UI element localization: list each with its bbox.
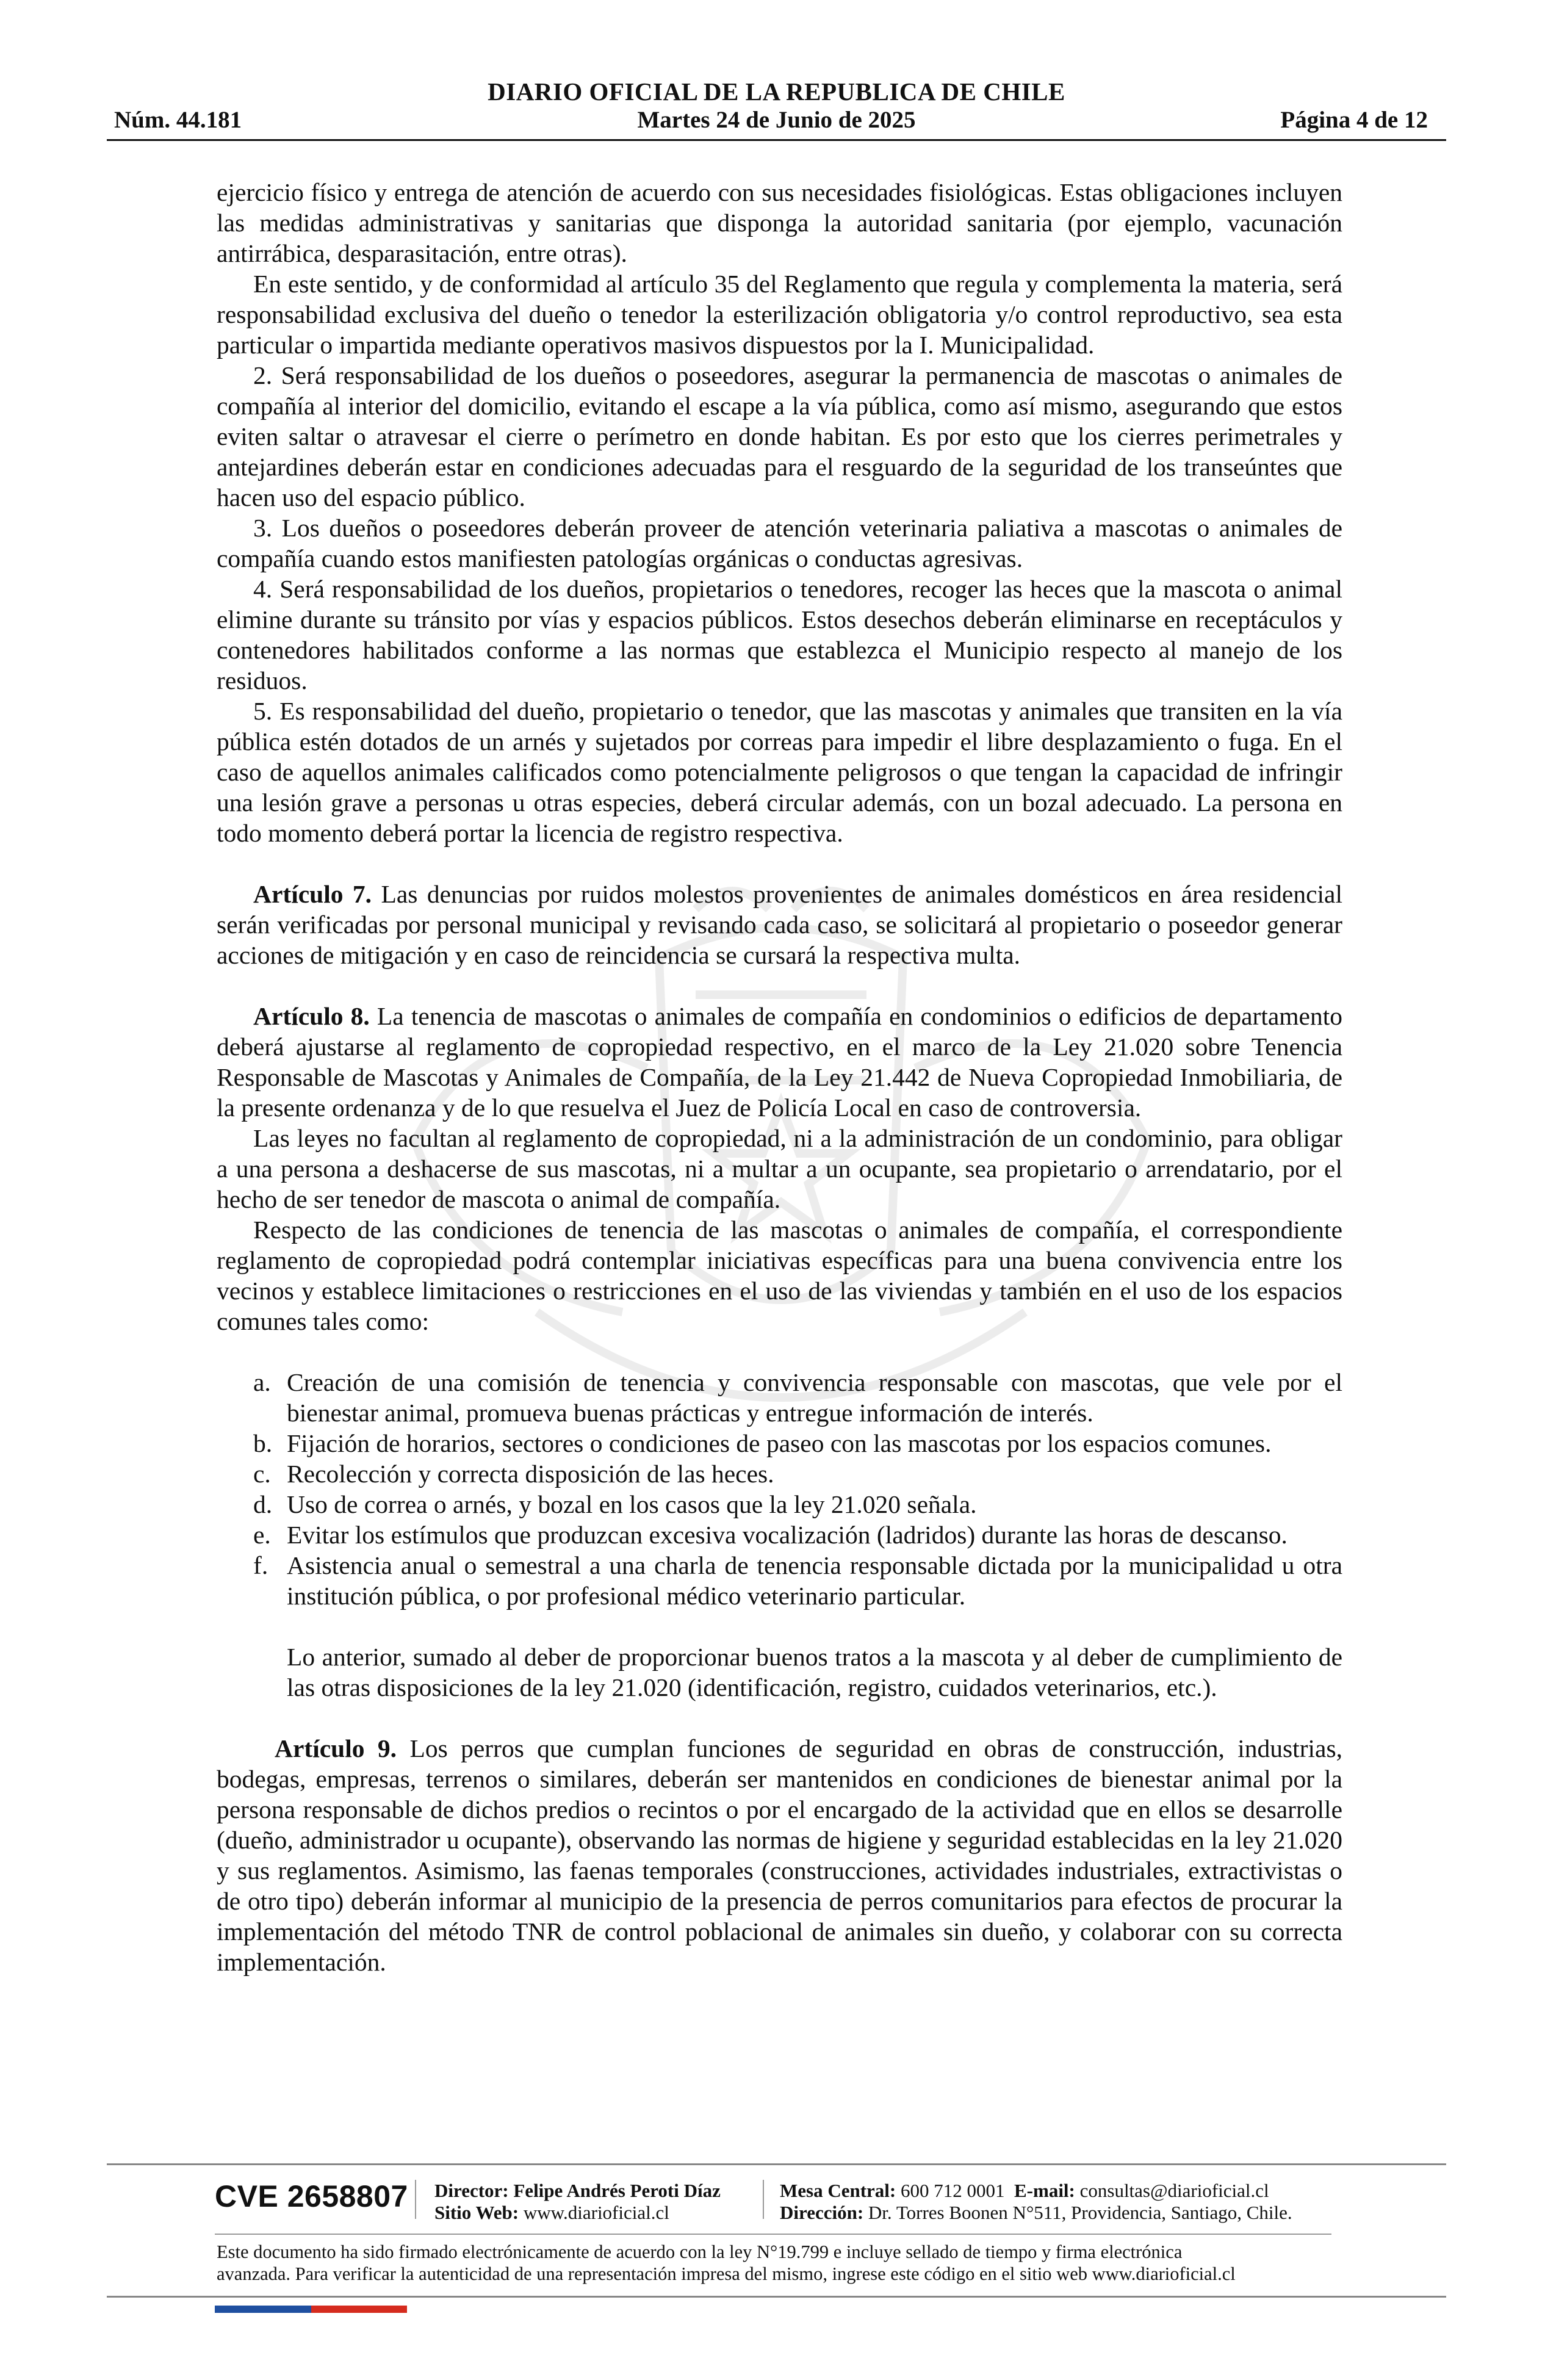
address-line: [780, 2202, 1292, 2224]
phone-value: 600 712 0001: [901, 2180, 1005, 2201]
address-value: Dr. Torres Boonen N°511, Providencia, Santiago, Chile.: [868, 2202, 1292, 2223]
address-label: Dirección:: [780, 2202, 864, 2223]
paragraph: 3. Los dueños o poseedores deberán proveer de atención veterinaria paliativa a mascotas o animales de compañía cuando estos manifiesten patologías orgánicas o conductas agresivas.: [217, 514, 1342, 572]
list-item-text: Creación de una comisión de tenencia y convivencia responsable con mascotas, que vele por el bienestar animal, promueva buenas prácticas y entregue información de interés.: [287, 1368, 1342, 1427]
article-8-text: La tenencia de mascotas o animales de compañía en condominios o edificios de departamento deberá ajustarse al reglamento de copropiedad respectivo, en el marco de la Ley 21.020 sobre Tenencia Responsable de Mascotas y Animales de Compañía, de la Ley 21.442 de Nueva Copropiedad Inmobiliaria, de la presente ordenanza y de lo que resuelva el Juez de Policía Local en caso de controversia.: [217, 1002, 1342, 1122]
list-item-letter: d.: [253, 1490, 273, 1518]
paragraph: ejercicio físico y entrega de atención de acuerdo con sus necesidades fisiológicas. Estas obligaciones incluyen las medidas administrativas y sanitarias que disponga la autoridad sanitaria (por ejemplo, vacunación antirrábica, desparasitación, entre otras).: [217, 178, 1342, 267]
list-item-text: Fijación de horarios, sectores o condiciones de paseo con las mascotas por los espacios comunes.: [287, 1429, 1272, 1457]
list-item: [253, 1367, 1342, 1428]
paragraph: 4. Será responsabilidad de los dueños, propietarios o tenedores, recoger las heces que la mascota o animal elimine durante su tránsito por vías y espacios públicos. Estos desechos deberán eliminarse en receptáculos y contenedores habilitados conforme a las normas que establezca el Municipio respecto al manejo de los residuos.: [217, 575, 1342, 694]
header-divider: [107, 139, 1446, 141]
article-9: [217, 1733, 1342, 1977]
article-9-heading: Artículo 9.: [275, 1734, 397, 1762]
footer-divider: [107, 2163, 1446, 2165]
list-item-letter: e.: [253, 1521, 271, 1549]
contact-line: [780, 2180, 1292, 2202]
paragraph: Respecto de las condiciones de tenencia de las mascotas o animales de compañía, el correspondiente reglamento de copropiedad podrá contemplar iniciativas específicas para una buena convivencia entre los vecinos y establece limitaciones o restricciones en el uso de las viviendas y también en el uso de los espacios comunes tales como:: [217, 1216, 1342, 1335]
footer-contact-block: [780, 2180, 1292, 2224]
director-label: Director:: [434, 2180, 509, 2201]
email-label: E-mail:: [1014, 2180, 1075, 2201]
page-header: [107, 72, 1446, 148]
document-body: [217, 177, 1342, 1977]
paragraph: Las leyes no facultan al reglamento de copropiedad, ni a la administración de un condominio, para obligar a una persona a deshacerse de sus mascotas, ni a multar a un ocupante, sea propietario o arrendatario, por el hecho de ser tenedor de mascota o animal de compañía.: [217, 1124, 1342, 1213]
flag-stripe-blue: [215, 2306, 311, 2313]
list-item: [253, 1459, 1342, 1489]
list-item-text: Asistencia anual o semestral a una charla de tenencia responsable dictada por la municipalidad u otra institución pública, o por profesional médico veterinario particular.: [287, 1551, 1342, 1610]
legal-line: Este documento ha sido firmado electrónicamente de acuerdo con la ley N°19.799 e incluye sellado de tiempo y firma electrónica: [217, 2241, 1183, 2262]
footer-director-block: [434, 2180, 721, 2224]
list-item-letter: b.: [253, 1429, 273, 1457]
paragraph: 5. Es responsabilidad del dueño, propietario o tenedor, que las mascotas y animales que transiten en la vía pública estén dotados de un arnés y sujetados por correas para impedir el libre desplazamiento o fuga. En el caso de aquellos animales calificados como potencialmente peligrosos o que tengan la capacidad de infringir una lesión grave a personas u otras especies, deberá circular además, con un bozal adecuado. La persona en todo momento deberá portar la licencia de registro respectiva.: [217, 697, 1342, 847]
article-9-text: Los perros que cumplan funciones de seguridad en obras de construcción, industrias, bodegas, empresas, terrenos o similares, deberán ser mantenidos en condiciones de bienestar animal por la persona responsable de dichos predios o recintos o por el encargado de la actividad que en ellos se desarrolle (dueño, administrador u ocupante), observando las normas de higiene y seguridad establecidas en la ley 21.020 y sus reglamentos. Asimismo, las faenas temporales (construcciones, actividades industriales, extractivistas o de otro tipo) deberán informar al municipio de la presencia de perros comunitarios para efectos de procurar la implementación del método TNR de control poblacional de animales sin dueño, y colaborar con su correcta implementación.: [217, 1734, 1342, 1976]
legal-notice: [217, 2241, 1333, 2285]
flag-stripe: [215, 2306, 407, 2313]
website-link[interactable]: www.diarioficial.cl: [523, 2202, 669, 2223]
paragraph: 2. Será responsabilidad de los dueños o poseedores, asegurar la permanencia de mascotas o animales de compañía al interior del domicilio, evitando el escape a la vía pública, como así mismo, asegurando que estos eviten saltar o atravesar el cierre o perímetro en donde habitan. Es por esto que los cierres perimetrales y antejardines deberán estar en condiciones adecuadas para el resguardo de la seguridad de los transeúntes que hacen uso del espacio público.: [217, 361, 1342, 511]
list-item-letter: a.: [253, 1368, 271, 1396]
cve-code: CVE 2658807: [215, 2179, 408, 2213]
list-item: [253, 1520, 1342, 1550]
publication-date: Martes 24 de Junio de 2025: [637, 107, 916, 133]
publication-title: DIARIO OFICIAL DE LA REPUBLICA DE CHILE: [488, 78, 1065, 106]
phone-label: Mesa Central:: [780, 2180, 896, 2201]
list-item-letter: c.: [253, 1460, 271, 1488]
list-item: [253, 1489, 1342, 1520]
email-link[interactable]: consultas@diarioficial.cl: [1079, 2180, 1269, 2201]
article-8-heading: Artículo 8.: [253, 1002, 370, 1030]
page-indicator: Página 4 de 12: [1280, 107, 1428, 133]
footer-separator: [763, 2180, 764, 2219]
article-8: [217, 1001, 1342, 1123]
article-7-heading: Artículo 7.: [253, 880, 372, 908]
footer-divider: [215, 2234, 1331, 2235]
article-7-text: Las denuncias por ruidos molestos provenientes de animales domésticos en área residencial serán verificadas por personal municipal y revisando cada caso, se solicitará al propietario o poseedor generar acciones de mitigación y en caso de reincidencia se cursará la respectiva multa.: [217, 880, 1342, 969]
footer-divider: [107, 2296, 1446, 2298]
closing-paragraph: Lo anterior, sumado al deber de proporcionar buenos tratos a la mascota y al deber de cumplimiento de las otras disposiciones de la ley 21.020 (identificación, registro, cuidados veterinarios, etc.).: [287, 1643, 1342, 1701]
list-item-letter: f.: [253, 1551, 268, 1579]
legal-line: avanzada. Para verificar la autenticidad de una representación impresa del mismo, ingrese este código en el sitio web www.diarioficial.cl: [217, 2263, 1236, 2284]
website-label: Sitio Web:: [434, 2202, 519, 2223]
list-item-text: Uso de correa o arnés, y bozal en los casos que la ley 21.020 señala.: [287, 1490, 977, 1518]
conditions-list: [217, 1367, 1342, 1611]
director-name: Felipe Andrés Peroti Díaz: [513, 2180, 721, 2201]
article-7: [217, 879, 1342, 970]
list-item: [253, 1550, 1342, 1611]
list-item: [253, 1428, 1342, 1459]
paragraph: En este sentido, y de conformidad al artículo 35 del Reglamento que regula y complementa la materia, será responsabilidad exclusiva del dueño o tenedor la esterilización obligatoria y/o control reproductivo, sea esta particular o impartida mediante operativos masivos dispuestos por la I. Municipalidad.: [217, 270, 1342, 359]
director-line: [434, 2180, 721, 2202]
website-line: [434, 2202, 721, 2224]
list-item-text: Evitar los estímulos que produzcan excesiva vocalización (ladridos) durante las horas de descanso.: [287, 1521, 1288, 1549]
flag-stripe-red: [311, 2306, 408, 2313]
footer-separator: [415, 2180, 416, 2219]
issue-number: Núm. 44.181: [114, 107, 242, 133]
list-item-text: Recolección y correcta disposición de las heces.: [287, 1460, 774, 1488]
